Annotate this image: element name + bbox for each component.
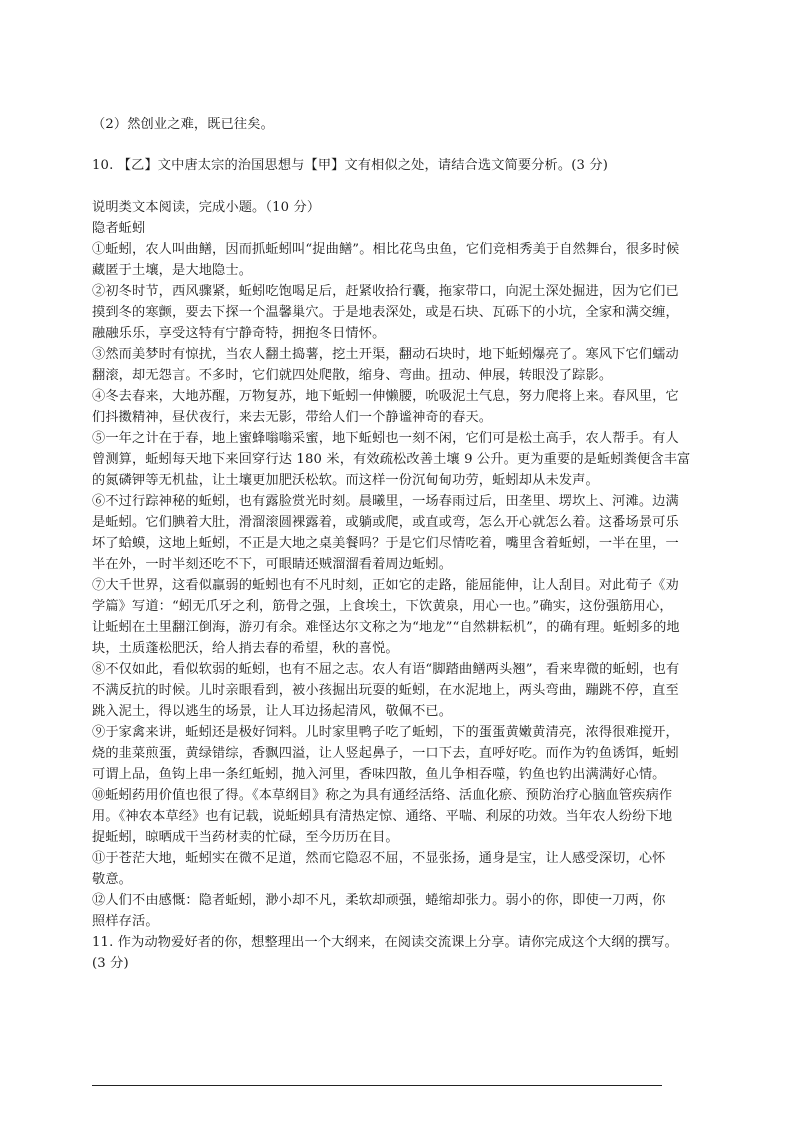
footer-rule [92,1085,662,1086]
paragraph-line: 让蚯蚓在土里翻江倒海，游刃有余。难怪达尔文称之为“地龙”“自然耕耘机”，的确有理。蚯蚓多的地 [92,620,680,635]
paragraph-line: ⑥不过行踪神秘的蚯蚓，也有露脸赏光时刻。晨曦里，一场春雨过后，田垄里、塄坎上、河滩。边满 [92,494,679,509]
paragraph-line: ⑤一年之计在于春，地上蜜蜂嗡嗡采蜜，地下蚯蚓也一刻不闲，它们可是松土高手，农人帮手。有人 [92,431,679,446]
question-11: 11. 作为动物爱好者的你，想整理出一个大纲来，在阅读交流课上分享。请你完成这个大纲的撰写。 [92,935,678,950]
paragraph-line: 捉蚯蚓，晾晒成干当药材卖的忙碌，至今历历在目。 [92,830,399,845]
paragraph-line: 坏了蛤蟆，这地上蚯蚓，不正是大地之桌美餐吗？于是它们尽情吃着，嘴里含着蚯蚓，一半在里，一 [92,536,679,551]
reading-intro: 说明类文本阅读，完成小题。（10 分） [92,200,321,215]
paragraph-line: 可谓上品，鱼钩上串一条红蚯蚓，抛入河里，香味四散，鱼儿争相吞噬，钓鱼也钓出满满好心情。 [92,767,666,782]
paragraph-line: 照样存活。 [92,914,159,929]
paragraph-line: 融融乐乐，享受这特有宁静奇特，拥抱冬日情怀。 [92,326,386,341]
paragraph-line: ③然而美梦时有惊扰，当农人翻土捣薯，挖土开渠，翻动石块时，地下蚯蚓爆亮了。寒风下它们蠕动 [92,347,679,362]
paragraph-line: 翻滚，却无怨言。不多时，它们就四处爬散，缩身、弯曲。扭动、伸展，转眼没了踪影。 [92,368,613,383]
article-title: 隐者蚯蚓 [92,221,146,236]
paragraph-line: ⑧不仅如此，看似软弱的蚯蚓，也有不屈之志。农人有语“脚踏曲鳝两头翘”，看来卑微的蚯蚓，也有 [92,662,680,677]
paragraph-line: 曾测算，蚯蚓每天地下来回穿行达 180 米，有效疏松改善土壤 9 公升。更为重要的是蚯蚓粪便含丰富 [92,452,691,467]
paragraph-line: 们抖擞精神，昼伏夜行，来去无影，带给人们一个静谧神奇的春天。 [92,410,493,425]
translation-item: （2）然创业之难，既已往矣。 [92,117,274,132]
paragraph-line: ⑫人们不由感慨：隐者蚯蚓，渺小却不凡，柔软却顽强，蜷缩却张力。弱小的你，即使一刀两，你 [92,893,666,908]
paragraph-line: 半在外，一时半刻还吃不下，可眼睛还贼溜溜看着周边蚯蚓。 [92,557,453,572]
paragraph-line: 是蚯蚓。它们腆着大肚，滑溜滚圆裸露着，或躺或爬，或直或弯，怎么开心就怎么着。这番场景可乐 [92,515,679,530]
paragraph-line: ⑪于苍茫大地，蚯蚓实在微不足道，然而它隐忍不屈，不显张扬，通身是宝，让人感受深切，心怀 [92,851,666,866]
paragraph-line: 敬意。 [92,872,133,887]
paragraph-line: 用。《神农本草经》也有记载，说蚯蚓具有清热定惊、通络、平喘、利尿的功效。当年农人纷纷下地 [92,809,673,824]
paragraph-line: ①蚯蚓，农人叫曲鳝，因而抓蚯蚓叫“捉曲鳝”。相比花鸟虫鱼，它们竞相秀美于自然舞台，很多时候 [92,242,680,257]
paragraph-line: ④冬去春来，大地苏醒，万物复苏，地下蚯蚓一伸懒腰，吮吸泥土气息，努力爬将上来。春风里，它 [92,389,679,404]
paragraph-line: 的氮磷钾等无机盐，让土壤更加肥沃松软。而这样一份沉甸甸功劳，蚯蚓却从未发声。 [92,473,599,488]
paragraph-line: ⑦大千世界，这看似羸弱的蚯蚓也有不凡时刻，正如它的走路，能屈能伸，让人刮目。对此荀子《劝 [92,578,679,593]
paragraph-line: ②初冬时节，西风骤紧，蚯蚓吃饱喝足后，赶紧收拾行囊，拖家带口，向泥土深处掘进，因为它们已 [92,284,679,299]
paragraph-line: 跳入泥土，得以逃生的场景，让人耳边扬起清风，敬佩不已。 [92,704,453,719]
paragraph-line: ⑩蚯蚓药用价值也很了得。《本草纲目》称之为具有通经活络、活血化瘀、预防治疗心脑血管疾病作 [92,788,673,803]
paragraph-line: 不满反抗的时候。儿时亲眼看到，被小孩掘出玩耍的蚯蚓，在水泥地上，两头弯曲，蹦跳不停，直至 [92,683,679,698]
question-10: 10. 【乙】文中唐太宗的治国思想与【甲】文有相似之处，请结合选文简要分析。(3 分) [92,158,609,173]
paragraph-line: 藏匿于土壤，是大地隐士。 [92,263,253,278]
paragraph-line: ⑨于家禽来讲，蚯蚓还是极好饲料。儿时家里鸭子吃了蚯蚓，下的蛋蛋黄嫩黄清亮，浓得很难搅开， [92,725,679,740]
question-11-score: (3 分) [92,956,129,971]
paragraph-line: 烧的韭菜煎蛋，黄绿错综，香飘四溢，让人竖起鼻子，一口下去，直呼好吃。而作为钓鱼诱饵，蚯蚓 [92,746,679,761]
paragraph-line: 块，土质蓬松肥沃，给人捎去春的希望，秋的喜悦。 [92,641,399,656]
paragraph-line: 学篇》写道：“蚓无爪牙之利，筋骨之强，上食埃土，下饮黄泉，用心一也。”确实，这份强筋用心， [92,599,673,614]
paragraph-line: 摸到冬的寒颤，要去下探一个温馨巢穴。于是地表深处，或是石块、瓦砾下的小坑，全家和满交缠， [92,305,679,320]
